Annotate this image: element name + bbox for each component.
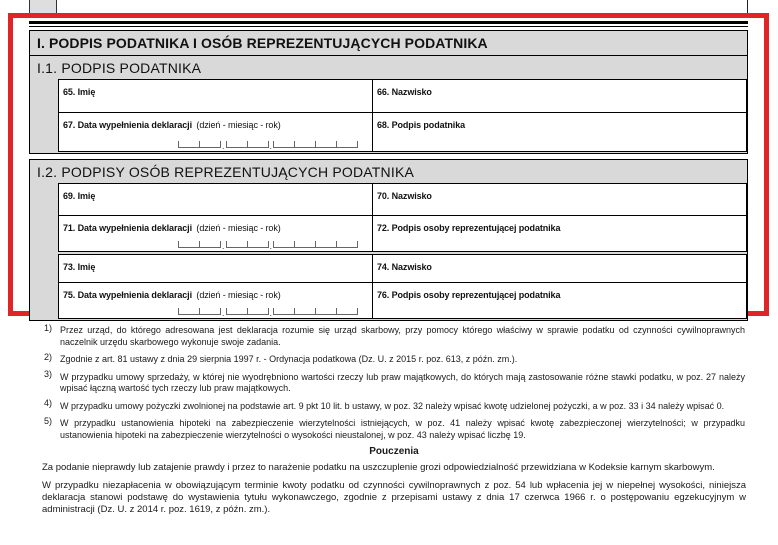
- field-label: 75. Data wypełnienia deklaracji: [63, 290, 192, 300]
- table-row: [59, 283, 747, 319]
- field-label: 72. Podpis osoby reprezentującej podatnika: [377, 223, 561, 233]
- footnote-text: W przypadku ustanowienia hipoteki na zabezpieczenie wierzytelności istniejących, w poz. 41 należy wpisać kwotę zabezpieczonej wierzytelności; w przypadku ustanowienia hipoteki na zabezpieczenie wierzytelności o wysokości nieustalonej, w poz. 43 należy wpisać liczbę 19.: [60, 418, 745, 440]
- section-i1-box: [29, 55, 748, 154]
- field-hint: (dzień - miesiąc - rok): [196, 290, 281, 300]
- date-entry-comb[interactable]: . .: [178, 308, 358, 315]
- field-label: 69. Imię: [63, 191, 96, 201]
- section-i1-header: [30, 56, 747, 79]
- footnotes: [0, 322, 752, 447]
- field-68-podpis-podatnika[interactable]: [373, 113, 747, 152]
- field-70-nazwisko[interactable]: [373, 184, 747, 216]
- footnote-marker: 2): [44, 351, 53, 362]
- field-label: 73. Imię: [63, 262, 96, 272]
- footnote-2: [0, 351, 752, 366]
- footnote-text: W przypadku umowy pożyczki zwolnionej na podstawie art. 9 pkt 10 lit. b ustawy, w poz. 32 należy wpisać kwotę udzielonej pożyczki, a w poz. 33 i 34 należy wpisać 0.: [60, 400, 725, 411]
- previous-section-remnant: [29, 0, 57, 13]
- footnote-text: Przez urząd, do którego adresowana jest deklaracja rozumie się urząd skarbowy, przy pomocy którego właściwy w sprawie podatku od czynności cywilnoprawnych naczelnik urzędu skarbowego wykonuje swoje zadania.: [60, 325, 745, 347]
- field-73-imie[interactable]: [59, 255, 373, 283]
- section-divider-thin-line: [29, 26, 748, 27]
- field-65-imie[interactable]: [59, 80, 373, 113]
- section-i2-box: [29, 159, 748, 321]
- table-row: [59, 184, 747, 216]
- date-entry-comb[interactable]: . .: [178, 141, 358, 148]
- section-i2-header: [30, 160, 747, 183]
- section-i2-table-second: [58, 254, 747, 319]
- footnote-marker: 5): [44, 415, 53, 426]
- field-label: 74. Nazwisko: [377, 262, 432, 272]
- field-label: 65. Imię: [63, 87, 96, 97]
- footnote-marker: 4): [44, 398, 53, 408]
- field-67-data-wypelnienia[interactable]: [59, 113, 373, 152]
- footnote-4: [0, 398, 752, 413]
- field-71-data-wypelnienia[interactable]: [59, 216, 373, 252]
- red-highlight-frame: [8, 13, 769, 316]
- footnote-3: [0, 369, 752, 395]
- table-row: [59, 113, 747, 152]
- section-divider-thick-line: [29, 21, 748, 24]
- section-i2-title: I.2. PODPISY OSÓB REPREZENTUJĄCYCH PODATNIKA: [37, 164, 415, 180]
- field-label: 76. Podpis osoby reprezentującej podatnika: [377, 290, 561, 300]
- pouczenia-title: Pouczenia: [369, 446, 419, 457]
- field-72-podpis-osoby[interactable]: [373, 216, 747, 252]
- date-entry-comb[interactable]: . .: [178, 241, 358, 248]
- field-label: 66. Nazwisko: [377, 87, 432, 97]
- section-i-header: [29, 30, 748, 56]
- field-76-podpis-osoby[interactable]: [373, 283, 747, 319]
- field-label: 70. Nazwisko: [377, 191, 432, 201]
- field-hint: (dzień - miesiąc - rok): [196, 223, 281, 233]
- field-label: 67. Data wypełnienia deklaracji: [63, 120, 192, 130]
- table-row: [59, 80, 747, 113]
- field-hint: (dzień - miesiąc - rok): [196, 120, 281, 130]
- field-label: 71. Data wypełnienia deklaracji: [63, 223, 192, 233]
- section-i-title: I. PODPIS PODATNIKA I OSÓB REPREZENTUJĄCYCH PODATNIKA: [37, 35, 488, 51]
- field-75-data-wypelnienia[interactable]: [59, 283, 373, 319]
- section-i1-table: [58, 79, 747, 152]
- footnote-marker: 1): [44, 322, 53, 333]
- section-i1-title: I.1. PODPIS PODATNIKA: [37, 60, 202, 76]
- table-row: [59, 255, 747, 283]
- footnote-5: [0, 415, 752, 441]
- footnote-text: W przypadku umowy sprzedaży, w której nie wyodrębniono wartości rzeczy lub praw majątkowych, do których mają zastosowanie różne stawki podatku, w poz. 27 należy wpisać łączną wartość tych rzeczy lub praw majątkowych.: [60, 371, 745, 393]
- footnote-text: Zgodnie z art. 81 ustawy z dnia 29 sierpnia 1997 r. - Ordynacja podatkowa (Dz. U. z 2015 r. poz. 613, z późn. zm.).: [60, 354, 518, 364]
- pouczenia-paragraph-2: W przypadku niezapłacenia w obowiązującym terminie kwoty podatku od czynności cywilnoprawnych z poz. 54 lub wpłacenia jej w niepełnej wysokości, niniejsza deklaracja stanowi podstawę do wystawienia tytułu wykonawczego, zgodnie z przepisami ustawy z dnia 17 czerwca 1966 r. o postępowaniu egzekucyjnym w administracji (Dz. U. z 2014 r. poz. 1619, z późn. zm.).: [42, 480, 746, 515]
- signature-section: [29, 21, 748, 321]
- section-i2-table-first: [58, 183, 747, 252]
- form-right-edge-line: [747, 0, 748, 13]
- field-69-imie[interactable]: [59, 184, 373, 216]
- pouczenia-paragraph-1: Za podanie nieprawdy lub zatajenie prawdy i przez to narażenie podatku na uszczuplenie grozi odpowiedzialność przewidziana w Kodeksie karnym skarbowym.: [42, 462, 715, 473]
- field-66-nazwisko[interactable]: [373, 80, 747, 113]
- pouczenia-section: [42, 446, 746, 516]
- field-74-nazwisko[interactable]: [373, 255, 747, 283]
- field-label: 68. Podpis podatnika: [377, 120, 466, 130]
- table-row: [59, 216, 747, 252]
- footnote-marker: 3): [44, 369, 53, 379]
- footnote-1: [0, 322, 752, 348]
